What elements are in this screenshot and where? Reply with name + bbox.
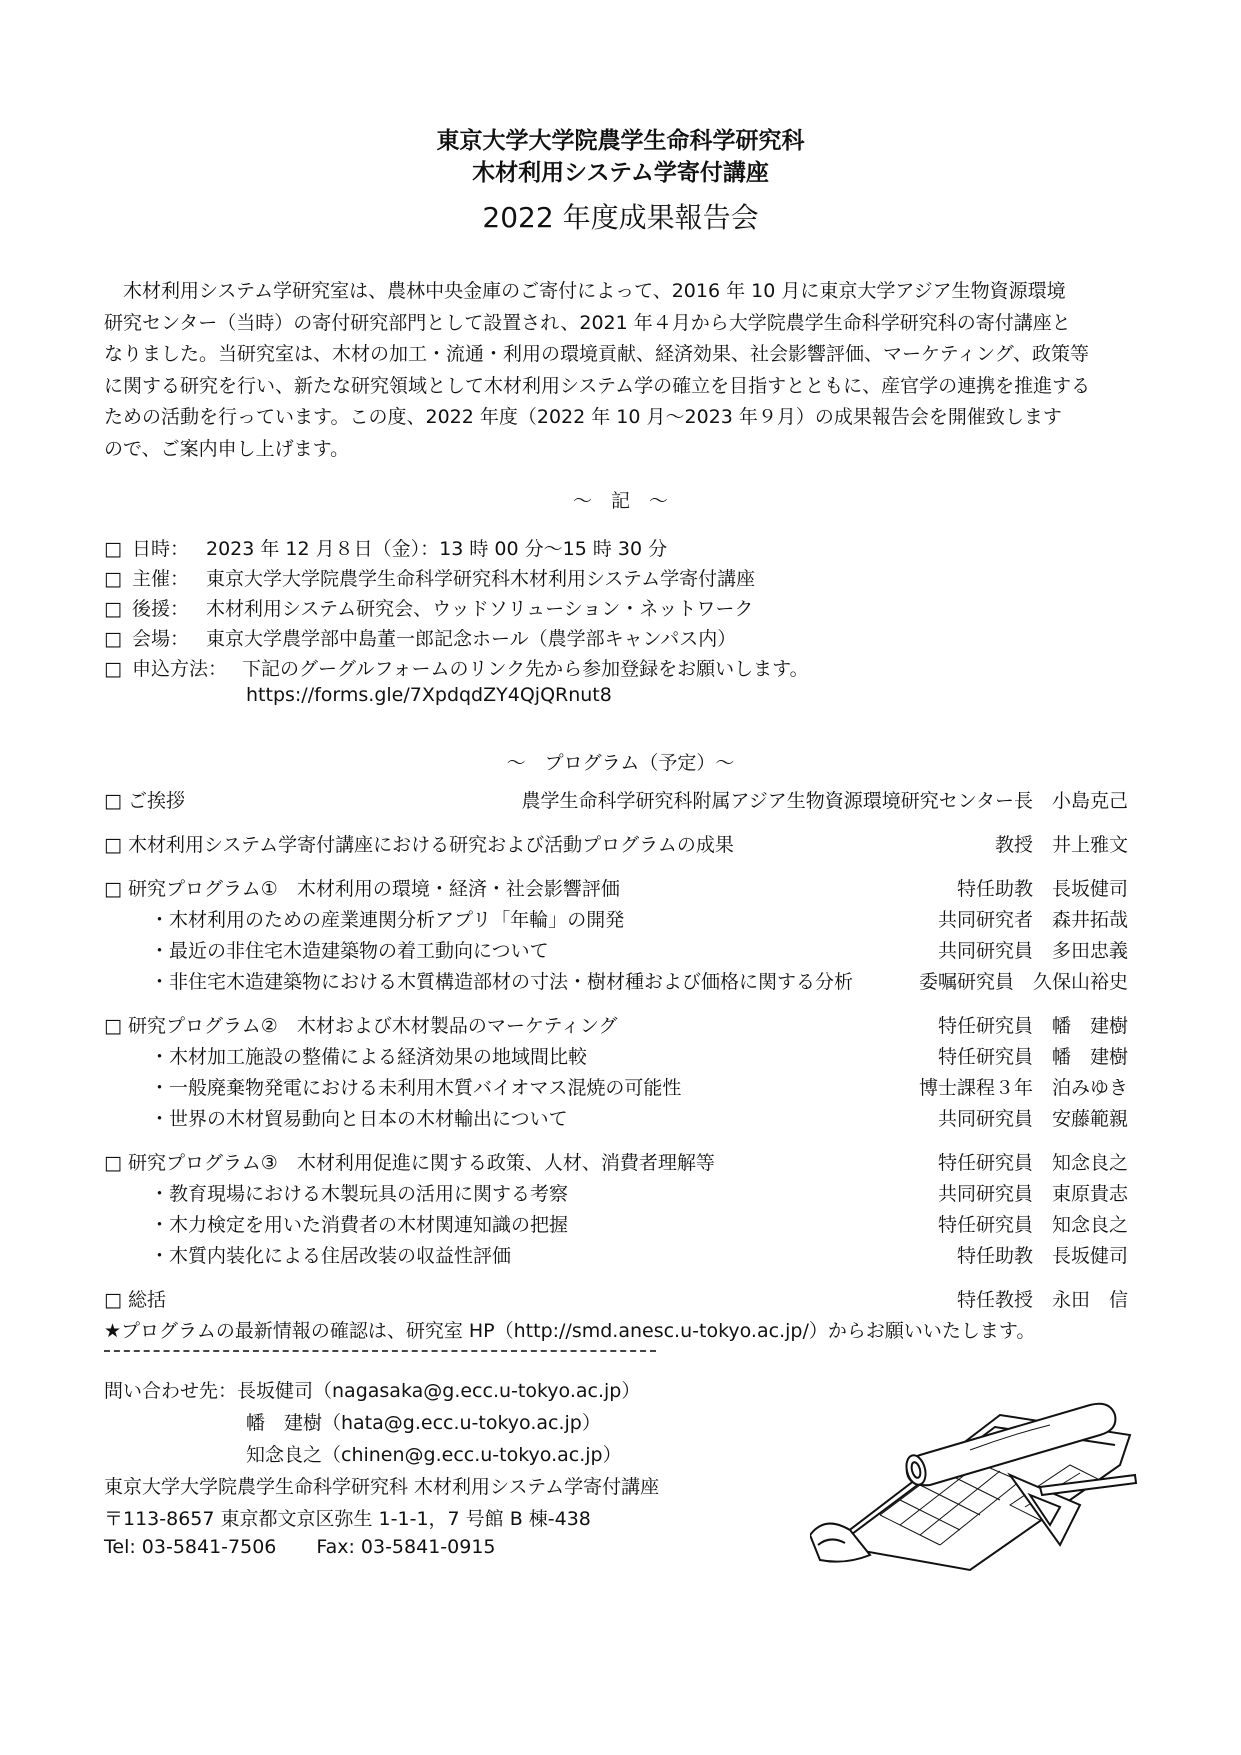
info-sponsor: □ 後援： 木材利用システム研究会、ウッドソリューション・ネットワーク bbox=[104, 598, 754, 620]
divider bbox=[104, 1350, 656, 1352]
contact-chinen[interactable]: 知念良之（chinen@g.ecc.u-tokyo.ac.jp） bbox=[246, 1444, 622, 1466]
contact-line: 問い合わせ先：長坂健司（nagasaka@g.ecc.u-tokyo.ac.jp） bbox=[104, 1380, 641, 1402]
program-item: □ ご挨拶 農学生命科学研究科附属アジア生物資源環境研究センター長 小島克己 bbox=[104, 790, 1128, 812]
info-organizer: □ 主催： 東京大学大学院農学生命科学研究科木材利用システム学寄付講座 bbox=[104, 568, 756, 590]
program-subitem: ・一般廃棄物発電における未利用木質バイオマス混焼の可能性 博士課程３年 泊みゆき bbox=[150, 1077, 1128, 1099]
checkbox-icon: □ bbox=[104, 628, 122, 650]
intro-line: 研究センター（当時）の寄付研究部門として設置され、2021 年４月から大学院農学生命科学研究科の寄付講座と bbox=[104, 311, 1071, 334]
info-registration: □ 申込方法： 下記のグーグルフォームのリンク先から参加登録をお願いします。 bbox=[104, 658, 809, 680]
checkbox-icon: □ bbox=[104, 598, 122, 620]
intro-line: 木材利用システム学研究室は、農林中央金庫のご寄付によって、2016 年 10 月に東京大学アジア生物資源環境 bbox=[123, 280, 1066, 302]
fax: Fax: 03-5841-0915 bbox=[316, 1536, 496, 1558]
intro-line: ための活動を行っています。この度、2022 年度（2022 年 10 月～2023 年９月）の成果報告会を開催致します bbox=[104, 406, 1062, 428]
intro-line: なりました。当研究室は、木材の加工・流通・利用の環境貢献、経済効果、社会影響評価、マーケティング、政策等 bbox=[104, 343, 1089, 365]
program-item: □ 研究プログラム① 木材利用の環境・経済・社会影響評価 特任助教 長坂健司 bbox=[104, 878, 1128, 900]
header-department: 木材利用システム学寄付講座 bbox=[472, 160, 769, 186]
program-subitem: ・最近の非住宅木造建築物の着工動向について 共同研究員 多田忠義 bbox=[150, 940, 1128, 962]
intro-paragraph bbox=[104, 276, 1134, 465]
program-item: □ 研究プログラム② 木材および木材製品のマーケティング 特任研究員 幡 建樹 bbox=[104, 1015, 1128, 1037]
page-title: 2022 年度成果報告会 bbox=[482, 201, 759, 234]
intro-line: ので、ご案内申し上げます。 bbox=[104, 437, 350, 460]
tel: Tel: 03-5841-7506 bbox=[104, 1536, 277, 1558]
program-subitem: ・木質内装化による住居改装の収益性評価 特任助教 長坂健司 bbox=[150, 1245, 1128, 1267]
contact-phone bbox=[104, 1536, 496, 1558]
info-datetime: □ 日時： 2023 年 12 月８日（金）：13 時 00 分～15 時 30 分 bbox=[104, 538, 668, 560]
checkbox-icon: □ bbox=[104, 568, 122, 590]
contact-address: 〒113-8657 東京都文京区弥生 1-1-1，7 号館 B 棟-438 bbox=[104, 1508, 591, 1530]
program-subitem: ・非住宅木造建築物における木質構造部材の寸法・樹材種および価格に関する分析 委嘱研究員 久保山裕史 bbox=[150, 971, 1128, 993]
program-item: □ 総括 特任教授 永田 信 bbox=[104, 1289, 1128, 1311]
header-affiliation: 東京大学大学院農学生命科学研究科 bbox=[436, 128, 805, 154]
registration-form-link[interactable]: https://forms.gle/7XpdqdZY4QjQRnut8 bbox=[246, 684, 612, 706]
checkbox-icon: □ bbox=[104, 658, 122, 680]
program-subitem: ・木材利用のための産業連関分析アプリ「年輪」の開発 共同研究者 森井拓哉 bbox=[150, 909, 1128, 931]
contact-nagasaka[interactable]: 長坂健司（nagasaka@g.ecc.u-tokyo.ac.jp） bbox=[237, 1380, 641, 1402]
program-item: □ 研究プログラム③ 木材利用促進に関する政策、人材、消費者理解等 特任研究員 知念良之 bbox=[104, 1152, 1128, 1174]
program-item: □ 木材利用システム学寄付講座における研究および活動プログラムの成果 教授 井上雅文 bbox=[104, 834, 1128, 856]
program-note: ★プログラムの最新情報の確認は、研究室 HP（http://smd.anesc.u-tokyo.ac.jp/）からお願いいたします。 bbox=[104, 1320, 1036, 1342]
contact-organization: 東京大学大学院農学生命科学研究科 木材利用システム学寄付講座 bbox=[104, 1476, 660, 1498]
program-subitem: ・木材加工施設の整備による経済効果の地域間比較 特任研究員 幡 建樹 bbox=[150, 1046, 1128, 1068]
checkbox-icon: □ bbox=[104, 538, 122, 560]
contact-hata[interactable]: 幡 建樹（hata@g.ecc.u-tokyo.ac.jp） bbox=[246, 1412, 601, 1434]
info-venue: □ 会場： 東京大学農学部中島董一郎記念ホール（農学部キャンパス内） bbox=[104, 628, 737, 650]
blueprint-illustration bbox=[810, 1395, 1140, 1575]
intro-line: に関する研究を行い、新たな研究領域として木材利用システム学の確立を目指すとともに、産官学の連携を推進する bbox=[104, 374, 1091, 397]
program-subitem: ・教育現場における木製玩具の活用に関する考察 共同研究員 東原貴志 bbox=[150, 1183, 1128, 1205]
program-subitem: ・木力検定を用いた消費者の木材関連知識の把握 特任研究員 知念良之 bbox=[150, 1214, 1128, 1236]
ki-heading: ～ 記 ～ bbox=[572, 490, 668, 512]
program-subitem: ・世界の木材貿易動向と日本の木材輸出について 共同研究員 安藤範親 bbox=[150, 1108, 1128, 1130]
program-heading: ～ プログラム（予定）～ bbox=[506, 752, 735, 774]
